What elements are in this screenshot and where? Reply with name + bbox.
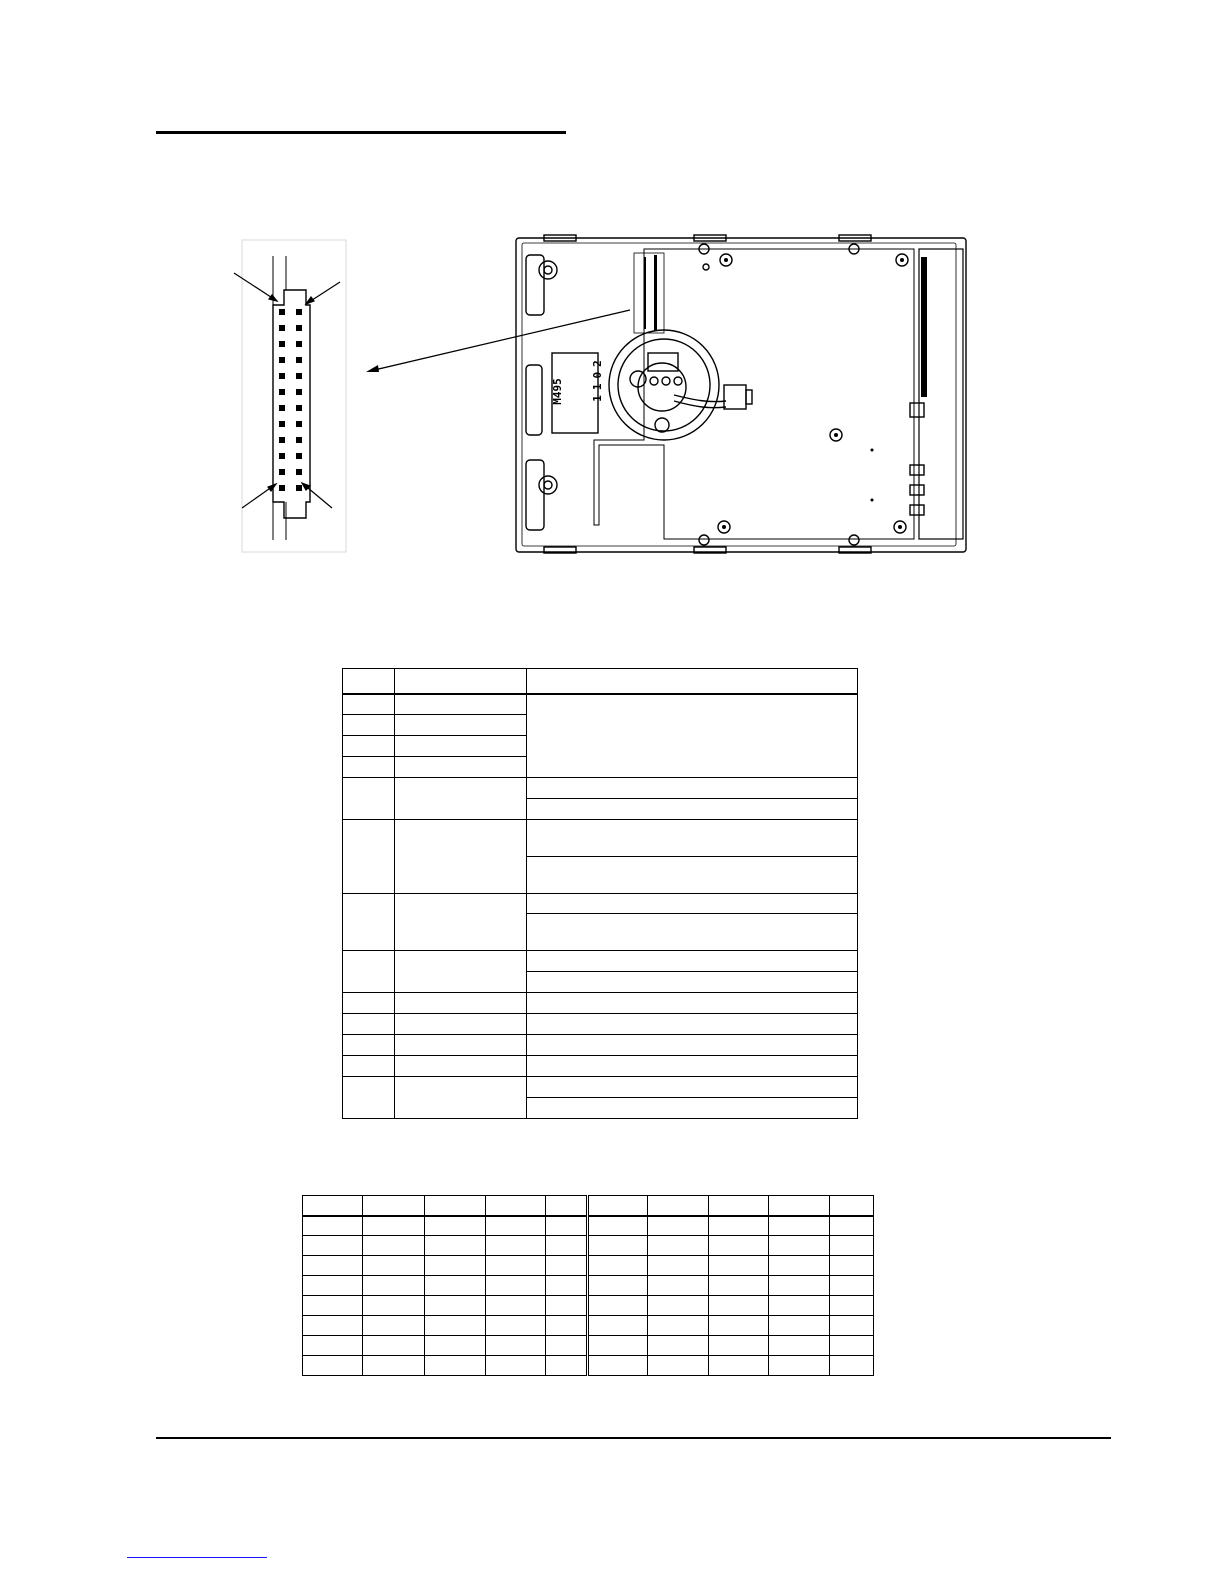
table-cell bbox=[395, 694, 527, 715]
table-cell bbox=[830, 1316, 874, 1336]
table-cell bbox=[527, 894, 858, 914]
table-cell bbox=[343, 1077, 395, 1119]
table-cell bbox=[769, 1256, 830, 1276]
table-cell bbox=[588, 1356, 648, 1376]
table-cell bbox=[709, 1256, 769, 1276]
table-cell bbox=[303, 1296, 363, 1316]
table-cell bbox=[303, 1216, 363, 1236]
table-cell bbox=[425, 1336, 486, 1356]
table-cell bbox=[527, 993, 858, 1014]
table-cell bbox=[527, 799, 858, 820]
header-cell bbox=[546, 1196, 588, 1216]
table-cell bbox=[343, 736, 395, 757]
header-rule bbox=[156, 131, 566, 134]
table-cell bbox=[425, 1256, 486, 1276]
table-cell bbox=[527, 1035, 858, 1056]
table-cell bbox=[395, 1035, 527, 1056]
table-cell bbox=[486, 1316, 546, 1336]
table-cell bbox=[588, 1276, 648, 1296]
table-cell bbox=[588, 1296, 648, 1316]
table-cell bbox=[588, 1216, 648, 1236]
table-cell bbox=[303, 1356, 363, 1376]
table-cell bbox=[769, 1336, 830, 1356]
table-cell bbox=[546, 1336, 588, 1356]
table-cell bbox=[709, 1296, 769, 1316]
table-cell bbox=[546, 1216, 588, 1236]
table-cell bbox=[830, 1216, 874, 1236]
table-cell bbox=[527, 1056, 858, 1077]
table-cell bbox=[830, 1336, 874, 1356]
table-cell bbox=[830, 1236, 874, 1256]
table-cell bbox=[769, 1356, 830, 1376]
table-cell bbox=[527, 694, 858, 778]
table-cell bbox=[486, 1256, 546, 1276]
header-cell bbox=[709, 1196, 769, 1216]
table-cell bbox=[363, 1216, 425, 1236]
table-cell bbox=[527, 778, 858, 799]
table-cell bbox=[343, 993, 395, 1014]
table-cell bbox=[425, 1236, 486, 1256]
table-cell bbox=[486, 1356, 546, 1376]
table-cell bbox=[527, 820, 858, 857]
table-cell bbox=[527, 1098, 858, 1119]
table-cell bbox=[486, 1216, 546, 1236]
drive-model-label: M495 bbox=[550, 378, 564, 405]
table-cell bbox=[588, 1336, 648, 1356]
table-cell bbox=[486, 1236, 546, 1256]
table-cell bbox=[425, 1296, 486, 1316]
table-cell bbox=[395, 778, 527, 820]
header-cell bbox=[648, 1196, 709, 1216]
table-cell bbox=[546, 1256, 588, 1276]
table-cell bbox=[769, 1316, 830, 1336]
table-cell bbox=[830, 1276, 874, 1296]
header-cell bbox=[303, 1196, 363, 1216]
table-cell bbox=[588, 1316, 648, 1336]
table-cell bbox=[588, 1236, 648, 1256]
table-cell bbox=[546, 1296, 588, 1316]
drive-code-label: 1102 bbox=[590, 355, 604, 402]
table-cell bbox=[363, 1356, 425, 1376]
table-cell bbox=[648, 1276, 709, 1296]
table-cell bbox=[363, 1256, 425, 1276]
table-cell bbox=[395, 736, 527, 757]
table-cell bbox=[395, 1077, 527, 1119]
hard-drive-illustration bbox=[514, 235, 969, 555]
table-cell bbox=[343, 1014, 395, 1035]
table-cell bbox=[769, 1216, 830, 1236]
table-cell bbox=[486, 1276, 546, 1296]
table-cell bbox=[588, 1256, 648, 1276]
table-cell bbox=[709, 1276, 769, 1296]
table-cell bbox=[709, 1236, 769, 1256]
header-cell bbox=[588, 1196, 648, 1216]
jumper-setting-table bbox=[302, 1195, 874, 1376]
table-cell bbox=[830, 1256, 874, 1276]
table-cell bbox=[395, 894, 527, 951]
header-cell bbox=[486, 1196, 546, 1216]
table-cell bbox=[395, 1056, 527, 1077]
table-cell bbox=[395, 820, 527, 894]
table-cell bbox=[303, 1256, 363, 1276]
header-cell bbox=[395, 669, 527, 694]
table-cell bbox=[363, 1296, 425, 1316]
header-cell bbox=[769, 1196, 830, 1216]
table-cell bbox=[343, 894, 395, 951]
footer-link-underline[interactable] bbox=[127, 1557, 267, 1558]
table-cell bbox=[709, 1356, 769, 1376]
table-cell bbox=[343, 1056, 395, 1077]
footer-rule bbox=[156, 1437, 1111, 1439]
table-cell bbox=[648, 1316, 709, 1336]
table-cell bbox=[830, 1356, 874, 1376]
header-cell bbox=[830, 1196, 874, 1216]
table-cell bbox=[395, 1014, 527, 1035]
header-cell bbox=[343, 669, 395, 694]
table-cell bbox=[648, 1236, 709, 1256]
table-cell bbox=[527, 1014, 858, 1035]
table-cell bbox=[527, 951, 858, 972]
table-cell bbox=[395, 951, 527, 993]
table-cell bbox=[546, 1356, 588, 1376]
pin-assignment-table bbox=[342, 668, 858, 1119]
table-cell bbox=[648, 1256, 709, 1276]
table-cell bbox=[648, 1216, 709, 1236]
table-cell bbox=[343, 951, 395, 993]
table-cell bbox=[709, 1216, 769, 1236]
table-cell bbox=[769, 1296, 830, 1316]
table-cell bbox=[395, 715, 527, 736]
table-cell bbox=[363, 1236, 425, 1256]
table-cell bbox=[648, 1296, 709, 1316]
header-cell bbox=[425, 1196, 486, 1216]
table-cell bbox=[425, 1276, 486, 1296]
table-cell bbox=[343, 694, 395, 715]
table-cell bbox=[486, 1336, 546, 1356]
table-cell bbox=[527, 1077, 858, 1098]
table-cell bbox=[709, 1336, 769, 1356]
table-cell bbox=[303, 1236, 363, 1256]
table-cell bbox=[343, 757, 395, 778]
table-cell bbox=[425, 1356, 486, 1376]
table-cell bbox=[769, 1276, 830, 1296]
table-cell bbox=[395, 757, 527, 778]
table-cell bbox=[395, 993, 527, 1014]
table-cell bbox=[769, 1236, 830, 1256]
table-cell bbox=[303, 1336, 363, 1356]
table-cell bbox=[343, 778, 395, 820]
table-cell bbox=[486, 1296, 546, 1316]
table-cell bbox=[546, 1236, 588, 1256]
table-cell bbox=[527, 857, 858, 894]
header-cell bbox=[527, 669, 858, 694]
table-cell bbox=[425, 1316, 486, 1336]
table-cell bbox=[648, 1336, 709, 1356]
table-cell bbox=[527, 972, 858, 993]
table-cell bbox=[303, 1316, 363, 1336]
table-cell bbox=[363, 1276, 425, 1296]
header-cell bbox=[363, 1196, 425, 1216]
table-cell bbox=[648, 1356, 709, 1376]
table-cell bbox=[546, 1276, 588, 1296]
table-cell bbox=[363, 1316, 425, 1336]
table-cell bbox=[303, 1276, 363, 1296]
table-cell bbox=[363, 1336, 425, 1356]
table-cell bbox=[546, 1316, 588, 1336]
table-cell bbox=[343, 715, 395, 736]
table-cell bbox=[343, 1035, 395, 1056]
table-cell bbox=[343, 820, 395, 894]
connector-pin-diagram bbox=[226, 240, 356, 555]
table-cell bbox=[425, 1216, 486, 1236]
table-cell bbox=[709, 1316, 769, 1336]
table-cell bbox=[830, 1296, 874, 1316]
table-cell bbox=[527, 914, 858, 951]
